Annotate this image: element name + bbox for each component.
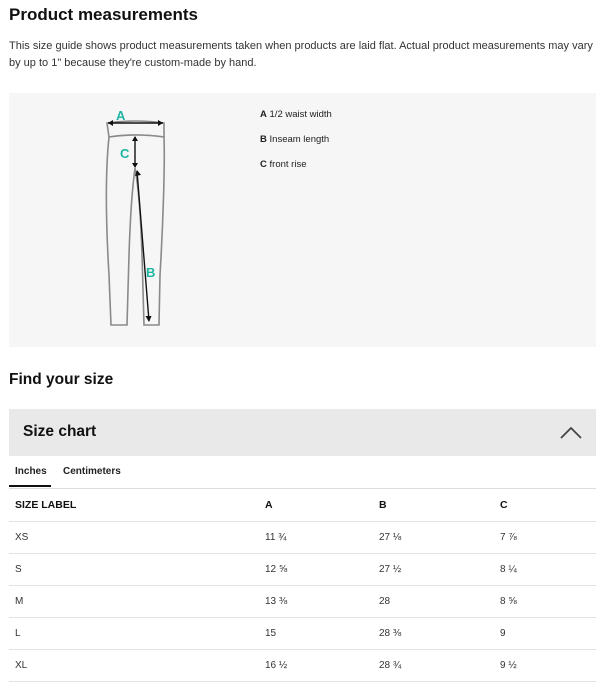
intro-text: This size guide shows product measurements taken when products are laid flat. Actual product measurements may vary by up to 1" because they're custom-made by hand. xyxy=(9,40,593,69)
chevron-up-icon[interactable] xyxy=(559,424,583,440)
table-cell: M xyxy=(9,585,265,617)
table-cell: 9 xyxy=(500,617,596,649)
table-cell: S xyxy=(9,553,265,585)
tab-centimeters[interactable]: Centimeters xyxy=(63,466,121,477)
table-row xyxy=(9,553,596,585)
table-cell: 9 ½ xyxy=(500,649,596,681)
size-chart-accordion-header[interactable] xyxy=(9,409,596,456)
size-table xyxy=(9,489,596,682)
marker-a: A xyxy=(116,108,126,123)
column-header: A xyxy=(265,489,379,521)
legend-text: front rise xyxy=(269,159,307,170)
column-header: C xyxy=(500,489,596,521)
table-row xyxy=(9,649,596,681)
table-cell: 27 ½ xyxy=(379,553,500,585)
legend-row xyxy=(260,134,332,159)
table-cell: 11 ¾ xyxy=(265,521,379,553)
table-row xyxy=(9,585,596,617)
legend-row xyxy=(260,159,332,184)
table-cell: 7 ⅞ xyxy=(500,521,596,553)
table-cell: 12 ⅝ xyxy=(265,553,379,585)
table-cell: 8 ⅝ xyxy=(500,585,596,617)
table-cell: 27 ⅛ xyxy=(379,521,500,553)
column-header: SIZE LABEL xyxy=(9,489,265,521)
table-row xyxy=(9,617,596,649)
tab-inches[interactable]: Inches xyxy=(15,466,47,477)
marker-b: B xyxy=(146,265,156,280)
active-tab-indicator xyxy=(9,485,51,487)
table-cell: 28 ¾ xyxy=(379,649,500,681)
table-cell: 16 ½ xyxy=(265,649,379,681)
legend-key: C xyxy=(260,159,267,170)
legend-text: Inseam length xyxy=(269,134,330,145)
find-size-heading: Find your size xyxy=(9,371,114,388)
table-cell: 13 ⅜ xyxy=(265,585,379,617)
legend-key: B xyxy=(260,134,267,145)
leggings-diagram xyxy=(97,105,187,335)
table-cell: XL xyxy=(9,649,265,681)
measurement-legend xyxy=(260,109,332,184)
legend-row xyxy=(260,109,332,134)
table-cell: XS xyxy=(9,521,265,553)
table-cell: 8 ¼ xyxy=(500,553,596,585)
size-chart-title: Size chart xyxy=(23,423,97,440)
column-header: B xyxy=(379,489,500,521)
table-cell: 28 ⅜ xyxy=(379,617,500,649)
measurement-diagram xyxy=(9,93,596,347)
table-cell: L xyxy=(9,617,265,649)
page-title: Product measurements xyxy=(9,5,198,24)
legend-key: A xyxy=(260,109,267,120)
legend-text: 1/2 waist width xyxy=(269,109,332,120)
table-cell: 15 xyxy=(265,617,379,649)
table-header-row xyxy=(9,489,596,521)
table-cell: 28 xyxy=(379,585,500,617)
table-row xyxy=(9,521,596,553)
marker-c: C xyxy=(120,146,130,161)
unit-tabs xyxy=(9,456,596,489)
